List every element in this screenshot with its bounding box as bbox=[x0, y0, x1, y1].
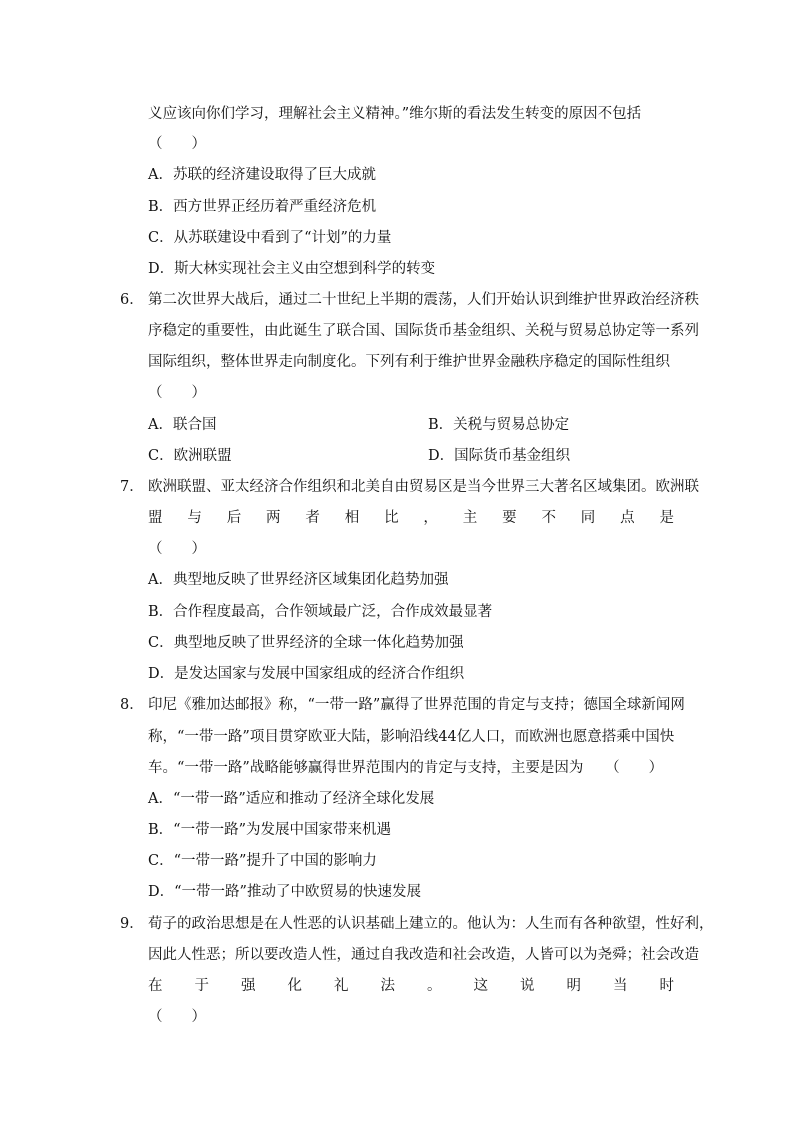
q9-char: 这 bbox=[473, 978, 488, 994]
q8-option-d: D．“一带一路”推动了中欧贸易的快速发展 bbox=[148, 884, 421, 900]
q6-blank: （ ） bbox=[148, 385, 206, 401]
q9-stem-line-1: 荀子的政治思想是在人性恶的认识基础上建立的。他认为：人生而有各种欲望，性好利， bbox=[148, 916, 714, 932]
q7-char: 后 bbox=[226, 510, 242, 526]
q9-char: 时 bbox=[659, 978, 674, 994]
q8-stem-line-1: 印尼《雅加达邮报》称，“一带一路”赢得了世界范围的肯定与支持；德国全球新闻网 bbox=[148, 697, 685, 713]
q6-stem-line-1: 第二次世界大战后，通过二十世纪上半期的震荡，人们开始认识到维护世界政治经济秩 bbox=[148, 292, 699, 308]
q6-number: 6． bbox=[120, 292, 144, 308]
q5-option-c: C．从苏联建设中看到了“计划”的力量 bbox=[148, 230, 392, 246]
q7-char: 不 bbox=[541, 510, 556, 526]
q9-char: 。 bbox=[427, 978, 442, 994]
q6-option-b: B．关税与贸易总协定 bbox=[428, 417, 570, 433]
q7-char: ， bbox=[423, 510, 438, 526]
q9-char: 于 bbox=[194, 978, 209, 994]
q8-option-c: C．“一带一路”提升了中国的影响力 bbox=[148, 853, 377, 869]
q6-option-d: D．国际货币基金组织 bbox=[428, 448, 571, 464]
q5-option-d: D．斯大林实现社会主义由空想到科学的转变 bbox=[148, 261, 436, 277]
q7-option-d: D．是发达国家与发展中国家组成的经济合作组织 bbox=[148, 666, 465, 682]
q7-char: 相 bbox=[344, 510, 360, 526]
q7-option-c: C．典型地反映了世界经济的全球一体化趋势加强 bbox=[148, 635, 464, 651]
q8-stem-line-3: 车。“一带一路”战略能够赢得世界范围内的肯定与支持，主要是因为 （ ） bbox=[148, 760, 664, 776]
q7-option-a: A．典型地反映了世界经济区域集团化趋势加强 bbox=[148, 572, 449, 588]
q9-blank: （ ） bbox=[148, 1009, 206, 1025]
q9-stem-line-2: 因此人性恶；所以要改造人性，通过自我改造和社会改造，人皆可以为尧舜；社会改造 bbox=[148, 947, 699, 963]
q6-option-a: A．联合国 bbox=[148, 417, 217, 433]
q7-char: 与 bbox=[187, 510, 202, 526]
q7-stem-line-2 bbox=[148, 508, 674, 528]
q7-char: 要 bbox=[502, 510, 517, 526]
q8-stem-line-2: 称，“一带一路”项目贯穿欧亚大陆，影响沿线44亿人口，而欧洲也愿意搭乘中国快 bbox=[148, 729, 675, 745]
q6-stem-line-3: 国际组织，整体世界走向制度化。下列有利于维护世界金融秩序稳定的国际性组织 bbox=[148, 354, 670, 370]
q7-number: 7． bbox=[120, 479, 144, 495]
q5-option-b: B．西方世界正经历着严重经济危机 bbox=[148, 199, 377, 215]
q7-char: 比 bbox=[384, 510, 399, 526]
q9-char: 法 bbox=[380, 978, 395, 994]
q9-char: 在 bbox=[148, 978, 163, 994]
q5-option-a: A．苏联的经济建设取得了巨大成就 bbox=[148, 167, 376, 183]
q7-char: 是 bbox=[659, 510, 674, 526]
q5-stem-tail: 义应该向你们学习，理解社会主义精神。”维尔斯的看法发生转变的原因不包括 bbox=[148, 106, 642, 122]
q9-char: 强 bbox=[241, 978, 256, 994]
q7-char: 两 bbox=[266, 510, 281, 526]
q8-number: 8． bbox=[120, 697, 144, 713]
q8-option-a: A．“一带一路”适应和推动了经济全球化发展 bbox=[148, 791, 435, 807]
q9-char: 礼 bbox=[334, 978, 349, 994]
q5-blank: （ ） bbox=[148, 136, 206, 152]
q7-blank: （ ） bbox=[148, 541, 206, 557]
q9-char: 说 bbox=[520, 978, 535, 994]
q9-char: 当 bbox=[613, 978, 628, 994]
q7-char: 点 bbox=[620, 510, 635, 526]
q7-option-b: B．合作程度最高，合作领域最广泛，合作成效最显著 bbox=[148, 604, 493, 620]
q6-stem-line-2: 序稳定的重要性，由此诞生了联合国、国际货币基金组织、关税与贸易总协定等一系列 bbox=[148, 323, 699, 339]
q7-char: 者 bbox=[305, 510, 320, 526]
q7-char: 主 bbox=[462, 510, 478, 526]
q8-option-b: B．“一带一路”为发展中国家带来机遇 bbox=[148, 822, 391, 838]
q7-char: 同 bbox=[580, 510, 596, 526]
q9-char: 化 bbox=[287, 978, 302, 994]
q7-char: 盟 bbox=[148, 510, 163, 526]
q9-number: 9． bbox=[120, 916, 144, 932]
q7-stem-line-1: 欧洲联盟、亚太经济合作组织和北美自由贸易区是当今世界三大著名区域集团。欧洲联 bbox=[148, 479, 699, 495]
q9-stem-line-3 bbox=[148, 976, 674, 996]
q9-char: 明 bbox=[566, 978, 581, 994]
q6-option-c: C．欧洲联盟 bbox=[148, 448, 232, 464]
